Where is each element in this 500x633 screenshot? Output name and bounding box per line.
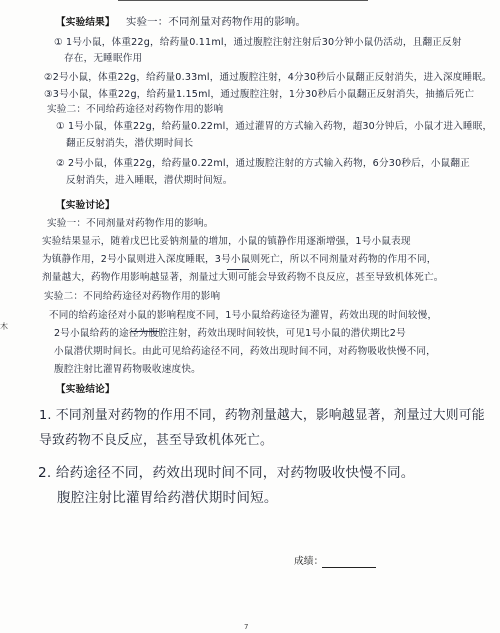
- discussion-p1-line1: 实验结果显示，随着戊巴比妥钠剂量的增加，小鼠的镇静作用逐渐增强，1号小鼠表现: [42, 236, 411, 247]
- discussion-p2-line1: 不同的给药途径对小鼠的影响程度不同，1号小鼠给药途径为灌胃，药效出现的时间较慢，: [49, 310, 438, 321]
- discussion-p2-line3: 小鼠潜伏期时间长。由此可见给药途径不同，药效出现时间不同，对药物吸收快慢不同，: [54, 346, 436, 357]
- results-exp2-title: 实验二：不同给药途径对药物作用的影响: [47, 104, 224, 115]
- results-exp1-line2: 存在，无睡眠作用: [64, 53, 143, 64]
- results-exp2-line4: 反射消失，进入睡眠，潜伏期时间短。: [66, 175, 233, 186]
- conclusion-header: 【实验结论】: [56, 384, 115, 395]
- conclusion-item2-line2: 腹腔注射比灌胃给药潜伏期时间短。: [57, 490, 278, 506]
- margin-mark: 木: [0, 322, 8, 331]
- results-exp2-line3: ② 2号小鼠，体重22g，给药量0.22ml，通过腹腔注射的方式输入药物，6分30秒后，小鼠翻正: [56, 158, 470, 169]
- discussion-exp2-title: 实验二：不同给药途径对药物作用的影响: [44, 291, 221, 302]
- page-number: 7: [244, 623, 249, 631]
- results-exp1-line1: ① 1号小鼠，体重22g，给药量0.11ml，通过腹腔注射注射后30分钟小鼠仍活动，且翻正反射: [54, 37, 462, 48]
- top-rule: [118, 0, 368, 1]
- conclusion-item1-line1: 1. 不同剂量对药物的作用不同，药物剂量越大，影响越显著，剂量过大则可能: [39, 408, 485, 423]
- results-exp1-line3: ②2号小鼠，体重22g，给药量0.33ml，通过腹腔注射，4分30秒后小鼠翻正反射消失，进入深度睡眠。: [44, 72, 492, 83]
- discussion-exp1-title: 实验一：不同剂量对药物作用的影响。: [47, 218, 214, 229]
- discussion-p1-line3: 剂量越大，药物作用影响越显著，剂量过大则可能会导致药物不良反应，甚至导致机体死亡。: [42, 272, 444, 283]
- grade-label: 成绩：: [294, 556, 324, 567]
- results-exp2-line2: 翻正反射消失，潜伏期时间长: [66, 138, 194, 149]
- correction-strike: [227, 269, 249, 270]
- discussion-header: 【实验讨论】: [56, 200, 115, 211]
- results-header: 【实验结果】: [56, 17, 115, 28]
- discussion-p1-line2: 为镇静作用，2号小鼠则进入深度睡眠，3号小鼠则死亡，所以不同剂量对药物的作用不同，: [42, 254, 437, 265]
- correction-strike: [131, 331, 159, 332]
- results-exp1-title: 实验一：不同剂量对药物作用的影响。: [126, 16, 307, 28]
- conclusion-item1-line2: 导致药物不良反应，甚至导致机体死亡。: [39, 433, 273, 448]
- grade-underline: [322, 567, 376, 568]
- discussion-p2-line4: 腹腔注射比灌胃药物吸收速度快。: [54, 364, 201, 375]
- discussion-p2-line2: 2号小鼠给药的途径为腹腔注射，药效出现时间较快，可见1号小鼠的潜伏期比2号: [54, 328, 406, 339]
- conclusion-item2-line1: 2. 给药途径不同，药效出现时间不同，对药物吸收快慢不同。: [38, 465, 415, 481]
- results-exp1-line4: ③3号小鼠，体重22g，给药量1.15ml，通过腹腔注射，1分30秒后小鼠翻正反射消失，抽搐后死亡: [44, 89, 475, 100]
- results-exp2-line1: ① 1号小鼠，体重22g，给药量0.22ml，通过灌胃的方式输入药物，超30分钟后，小鼠才进入睡眠，: [56, 121, 493, 132]
